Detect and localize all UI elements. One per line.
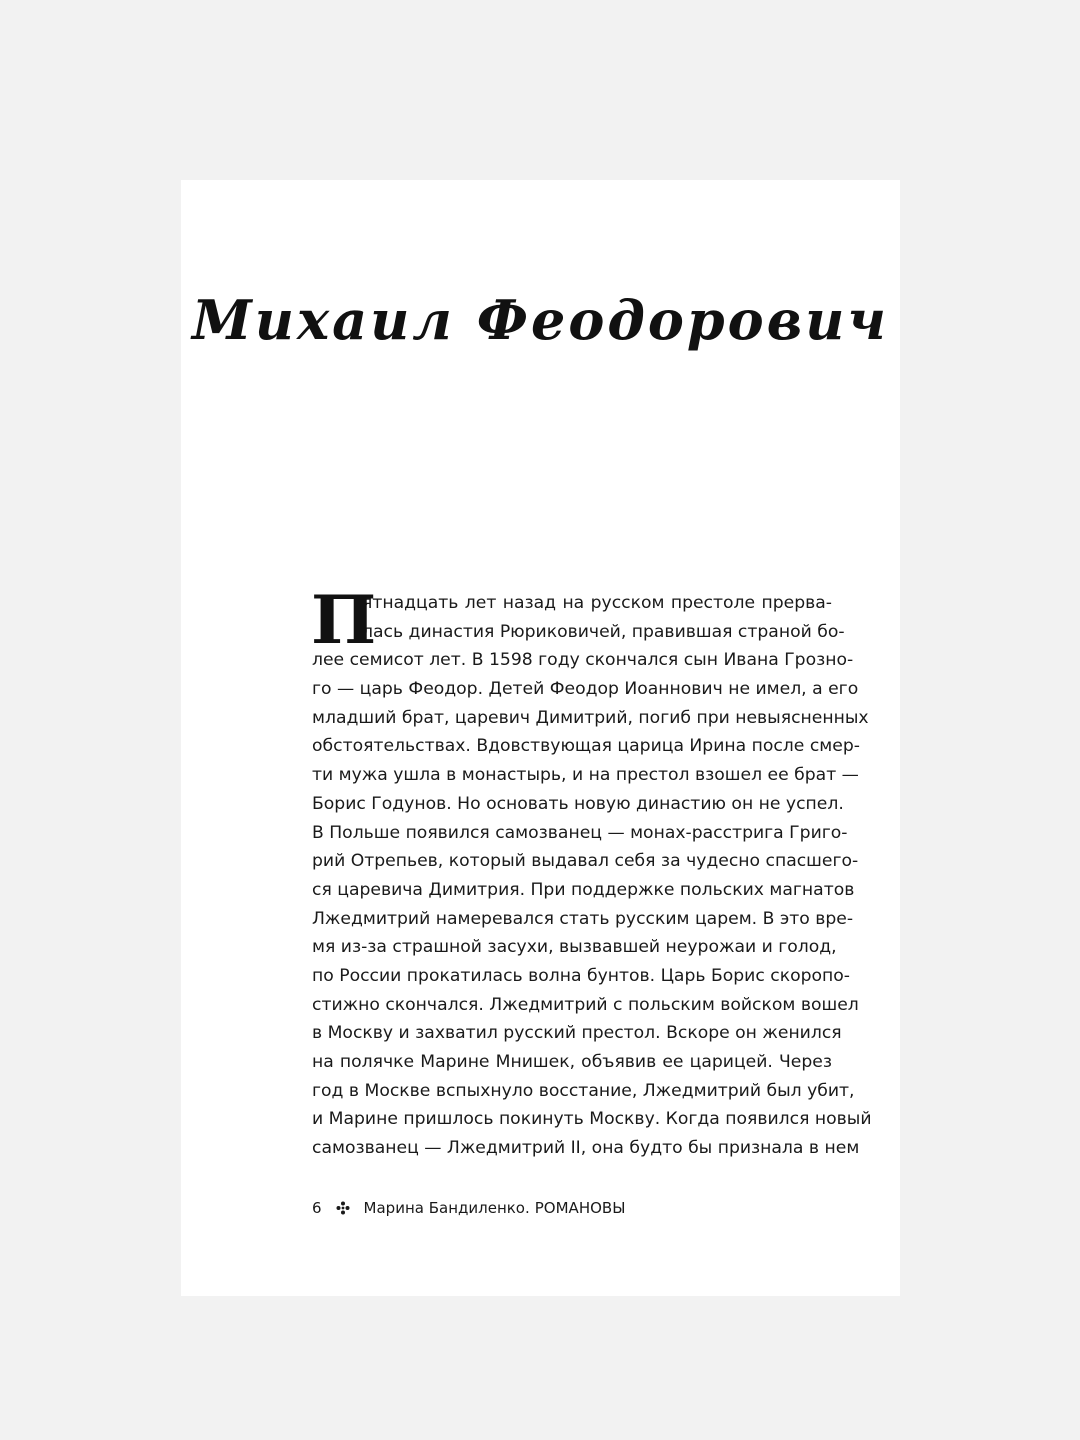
text-line: го — царь Феодор. Детей Феодор Иоаннович не имел, а его: [312, 679, 859, 700]
page-number: 6: [312, 1199, 322, 1217]
drop-cap: П: [310, 581, 377, 659]
footer-author: Марина Бандиленко.: [363, 1199, 530, 1217]
text-line: рий Отрепьев, который выдавал себя за чудесно спасшего-: [312, 851, 859, 872]
text-line: лее семисот лет. В 1598 году скончался сын Ивана Грозно-: [312, 650, 854, 671]
text-line: младший брат, царевич Димитрий, погиб при невыясненных: [312, 707, 869, 728]
text-line: стижно скончался. Лжедмитрий с польским войском вошел: [312, 994, 859, 1015]
text-line: ти мужа ушла в монастырь, и на престол взошел ее брат —: [312, 765, 859, 786]
text-line: ся царевича Димитрия. При поддержке польских магнатов: [312, 879, 855, 900]
text-line: Лжедмитрий намеревался стать русским царем. В это вре-: [312, 908, 854, 929]
text-line: мя из-за страшной засухи, вызвавшей неурожаи и голод,: [312, 937, 837, 958]
page-footer: [312, 1196, 625, 1220]
body-paragraph: [310, 581, 872, 1163]
cross-ornament-icon: [336, 1201, 350, 1215]
text-line: и Марине пришлось покинуть Москву. Когда появился новый: [312, 1109, 872, 1130]
text-line: в Москву и захватил русский престол. Вскоре он женился: [312, 1023, 842, 1044]
text-line: по России прокатилась волна бунтов. Царь Борис скоропо-: [312, 965, 850, 986]
text-line: лась династия Рюриковичей, правившая страной бо-: [362, 621, 845, 642]
book-page: [181, 180, 900, 1296]
text-line: на полячке Марине Мнишек, объявив ее царицей. Через: [312, 1052, 832, 1072]
text-line: Борис Годунов. Но основать новую династию он не успел.: [312, 793, 844, 814]
footer-book-title: РОМАНОВЫ: [534, 1199, 626, 1217]
text-line: год в Москве вспыхнуло восстание, Лжедмитрий был убит,: [312, 1080, 855, 1101]
text-line: ятнадцать лет назад на русском престоле прерва-: [362, 593, 832, 613]
text-line: В Польше появился самозванец — монах-расстрига Григо-: [312, 822, 848, 843]
text-line: самозванец — Лжедмитрий II, она будто бы признала в нем: [312, 1138, 860, 1159]
text-line: обстоятельствах. Вдовствующая царица Ирина после смер-: [312, 736, 860, 757]
chapter-title: Михаил Феодорович: [191, 288, 890, 352]
